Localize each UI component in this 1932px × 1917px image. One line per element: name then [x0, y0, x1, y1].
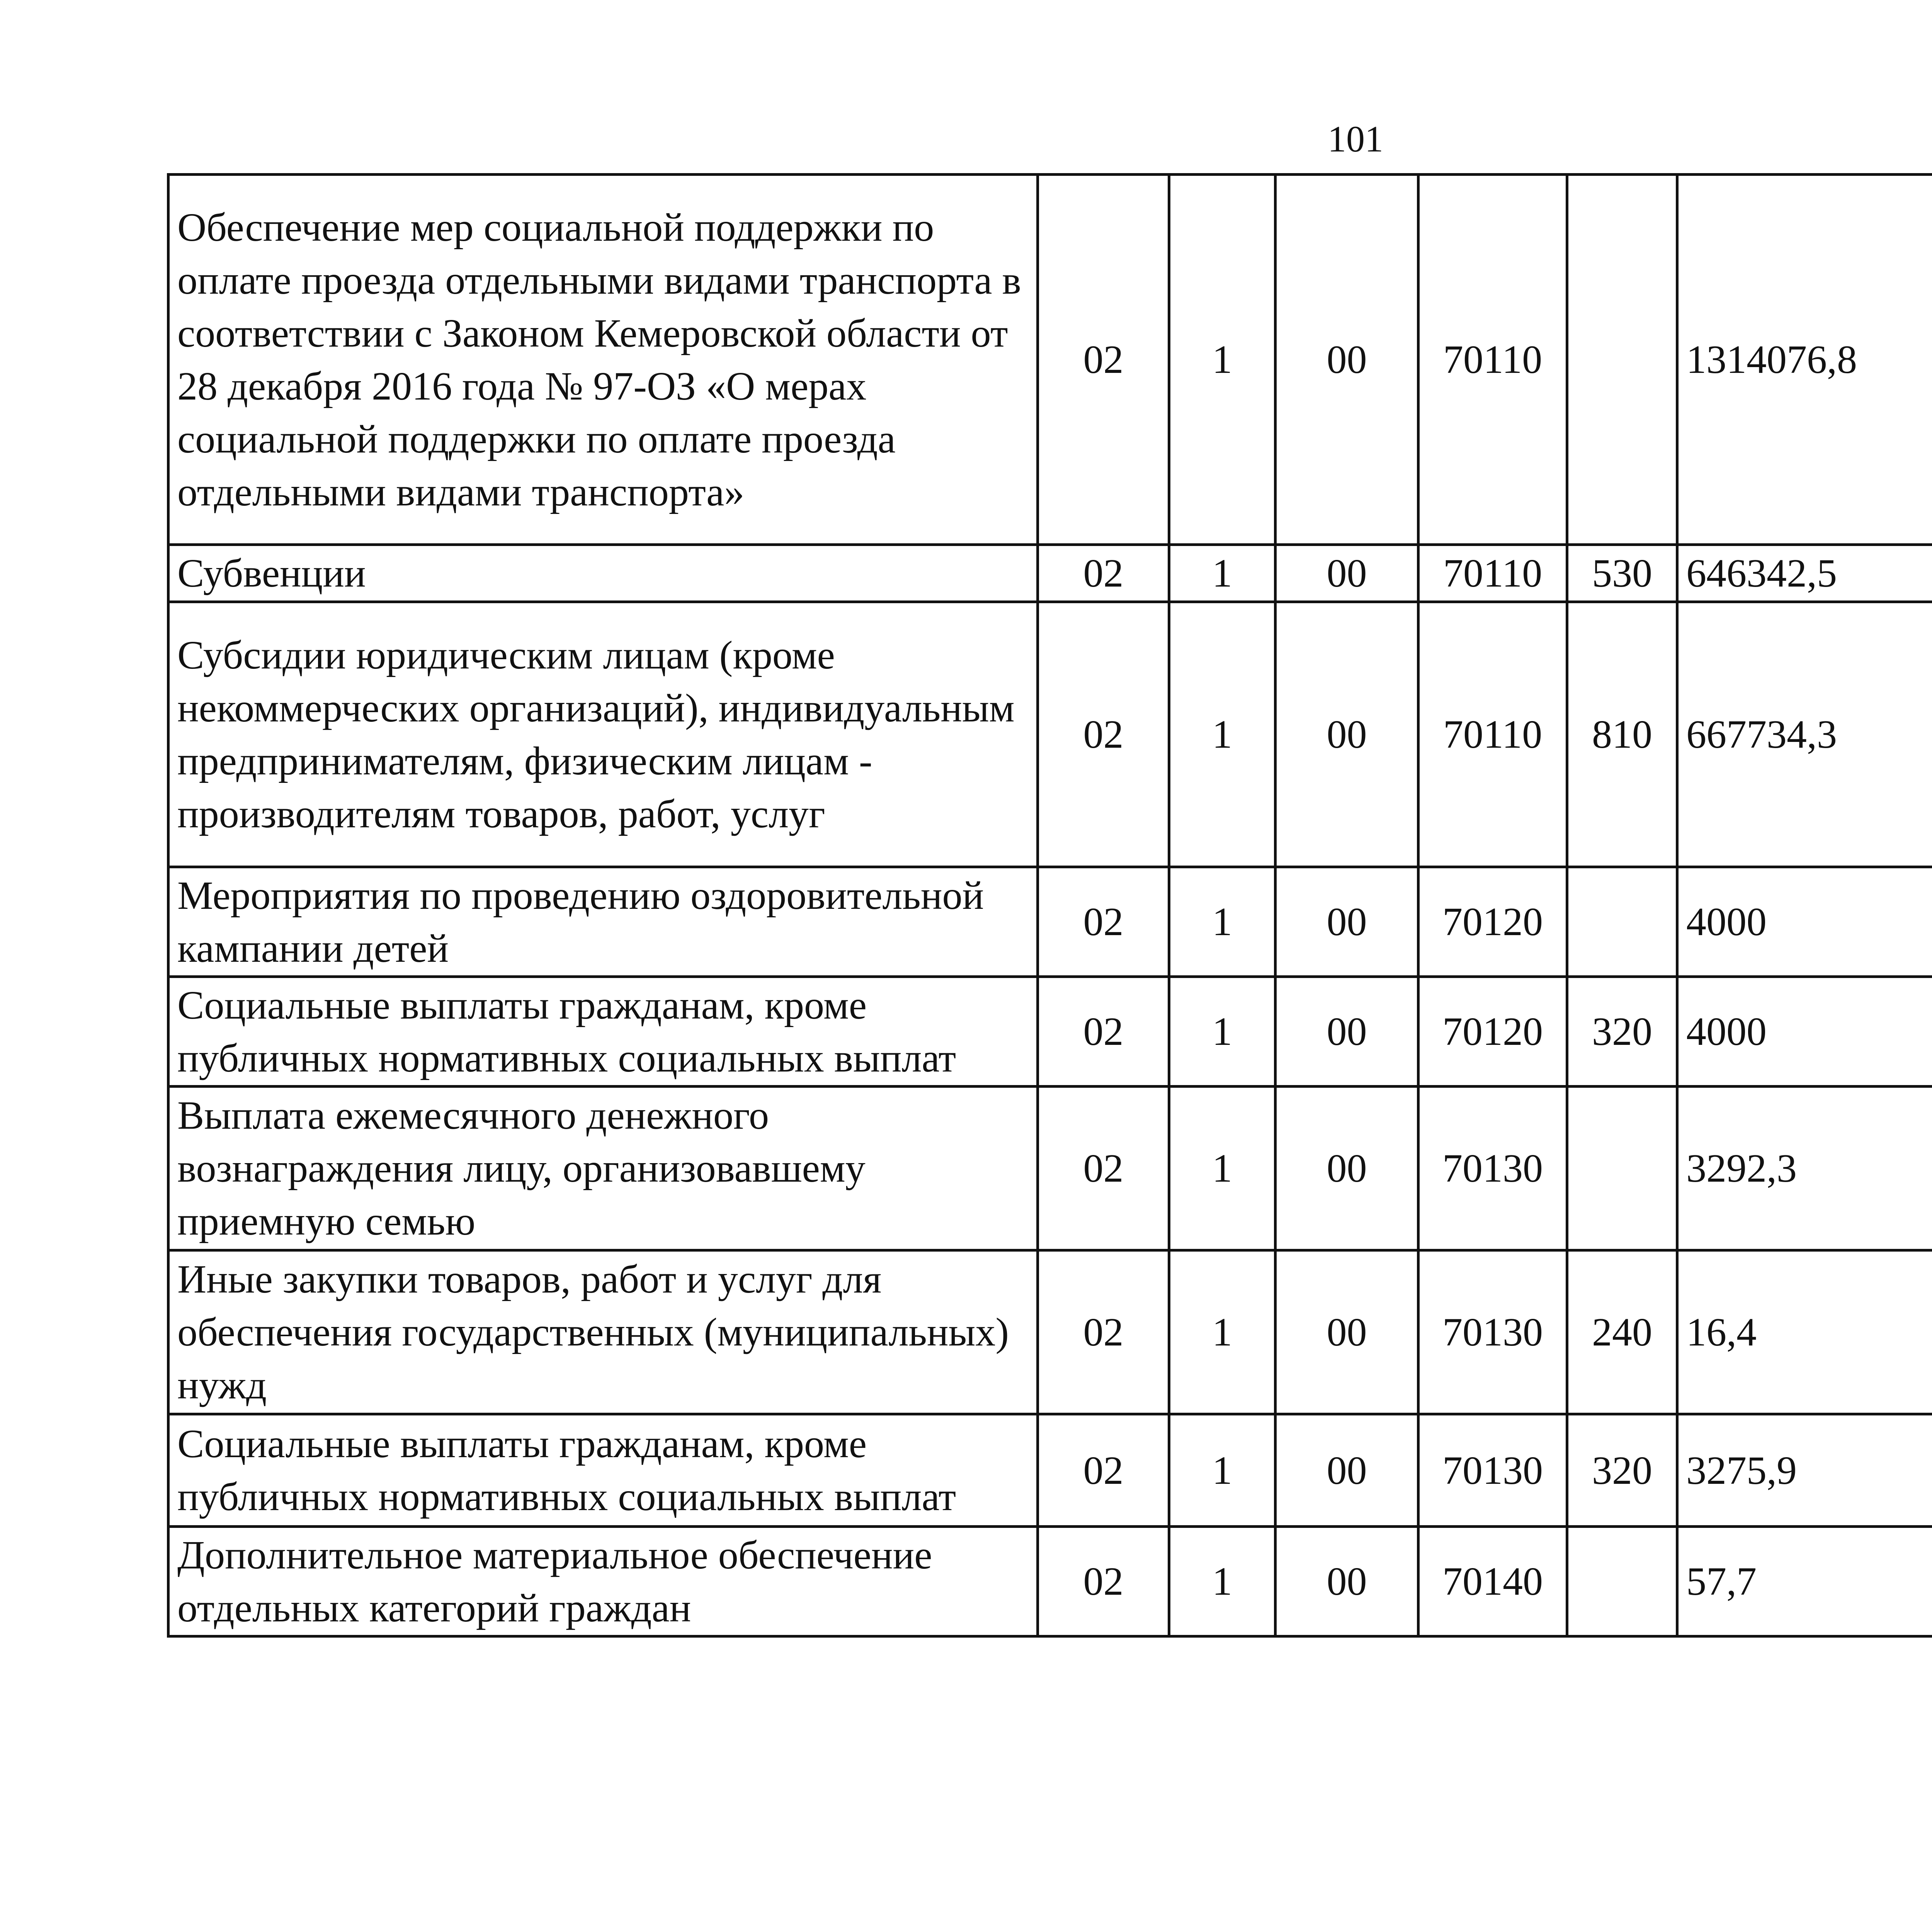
direction-code: 70130 [1418, 1087, 1567, 1250]
direction-code: 70120 [1418, 977, 1567, 1087]
program-code: 02 [1038, 977, 1169, 1087]
table-row [168, 1250, 1932, 1414]
expense-type-code: 530 [1567, 545, 1677, 602]
program-code: 02 [1038, 867, 1169, 977]
subprogram-code: 1 [1169, 977, 1276, 1087]
sum-year-1: 667734,3 [1677, 602, 1932, 867]
subprogram-code: 1 [1169, 545, 1276, 602]
program-code: 02 [1038, 1527, 1169, 1636]
sum-year-1: 3275,9 [1677, 1414, 1932, 1527]
direction-code: 70110 [1418, 545, 1567, 602]
sum-year-1: 1314076,8 [1677, 175, 1932, 545]
sum-year-1: 16,4 [1677, 1250, 1932, 1414]
sum-year-1: 4000 [1677, 977, 1932, 1087]
direction-code: 70130 [1418, 1250, 1567, 1414]
main-event-code: 00 [1276, 1087, 1418, 1250]
expense-type-code: 240 [1567, 1250, 1677, 1414]
expense-type-code [1567, 175, 1677, 545]
budget-table [167, 173, 1932, 1638]
main-event-code: 00 [1276, 545, 1418, 602]
program-code: 02 [1038, 1250, 1169, 1414]
direction-code: 70120 [1418, 867, 1567, 977]
item-name: Социальные выплаты гражданам, кроме публичных нормативных социальных выплат [168, 1414, 1038, 1527]
item-name: Иные закупки товаров, работ и услуг для обеспечения государственных (муниципальных) нужд [168, 1250, 1038, 1414]
direction-code: 70110 [1418, 602, 1567, 867]
program-code: 02 [1038, 175, 1169, 545]
expense-type-code [1567, 1527, 1677, 1636]
item-name: Мероприятия по проведению оздоровительной кампании детей [168, 867, 1038, 977]
program-code: 02 [1038, 545, 1169, 602]
program-code: 02 [1038, 1087, 1169, 1250]
program-code: 02 [1038, 602, 1169, 867]
item-name: Дополнительное материальное обеспечение отдельных категорий граждан [168, 1527, 1038, 1636]
table-row [168, 545, 1932, 602]
subprogram-code: 1 [1169, 1250, 1276, 1414]
table-row [168, 1414, 1932, 1527]
main-event-code: 00 [1276, 175, 1418, 545]
main-event-code: 00 [1276, 1250, 1418, 1414]
direction-code: 70110 [1418, 175, 1567, 545]
main-event-code: 00 [1276, 977, 1418, 1087]
subprogram-code: 1 [1169, 602, 1276, 867]
expense-type-code: 810 [1567, 602, 1677, 867]
table-row [168, 977, 1932, 1087]
table-row [168, 175, 1932, 545]
main-event-code: 00 [1276, 867, 1418, 977]
main-event-code: 00 [1276, 1527, 1418, 1636]
main-event-code: 00 [1276, 602, 1418, 867]
page-number: 101 [1328, 118, 1383, 160]
subprogram-code: 1 [1169, 175, 1276, 545]
item-name: Субвенции [168, 545, 1038, 602]
direction-code: 70130 [1418, 1414, 1567, 1527]
subprogram-code: 1 [1169, 1087, 1276, 1250]
item-name: Выплата ежемесячного денежного вознаграждения лицу, организовавшему приемную семью [168, 1087, 1038, 1250]
sum-year-1: 646342,5 [1677, 545, 1932, 602]
sum-year-1: 4000 [1677, 867, 1932, 977]
item-name: Субсидии юридическим лицам (кроме некоммерческих организаций), индивидуальным предпринимателям, физическим лицам - производителям товаров, работ, услуг [168, 602, 1038, 867]
program-code: 02 [1038, 1414, 1169, 1527]
table-row [168, 867, 1932, 977]
expense-type-code [1567, 867, 1677, 977]
sum-year-1: 3292,3 [1677, 1087, 1932, 1250]
table-row [168, 602, 1932, 867]
table-row [168, 1087, 1932, 1250]
item-name: Обеспечение мер социальной поддержки по оплате проезда отдельными видами транспорта в соответствии с Законом Кемеровской области от 28 декабря 2016 года № 97-ОЗ «О мерах социальной поддержки по оплате проезда отдельными видами транспорта» [168, 175, 1038, 545]
subprogram-code: 1 [1169, 1527, 1276, 1636]
expense-type-code [1567, 1087, 1677, 1250]
item-name: Социальные выплаты гражданам, кроме публичных нормативных социальных выплат [168, 977, 1038, 1087]
subprogram-code: 1 [1169, 1414, 1276, 1527]
direction-code: 70140 [1418, 1527, 1567, 1636]
expense-type-code: 320 [1567, 977, 1677, 1087]
table-row [168, 1527, 1932, 1636]
subprogram-code: 1 [1169, 867, 1276, 977]
expense-type-code: 320 [1567, 1414, 1677, 1527]
sum-year-1: 57,7 [1677, 1527, 1932, 1636]
main-event-code: 00 [1276, 1414, 1418, 1527]
